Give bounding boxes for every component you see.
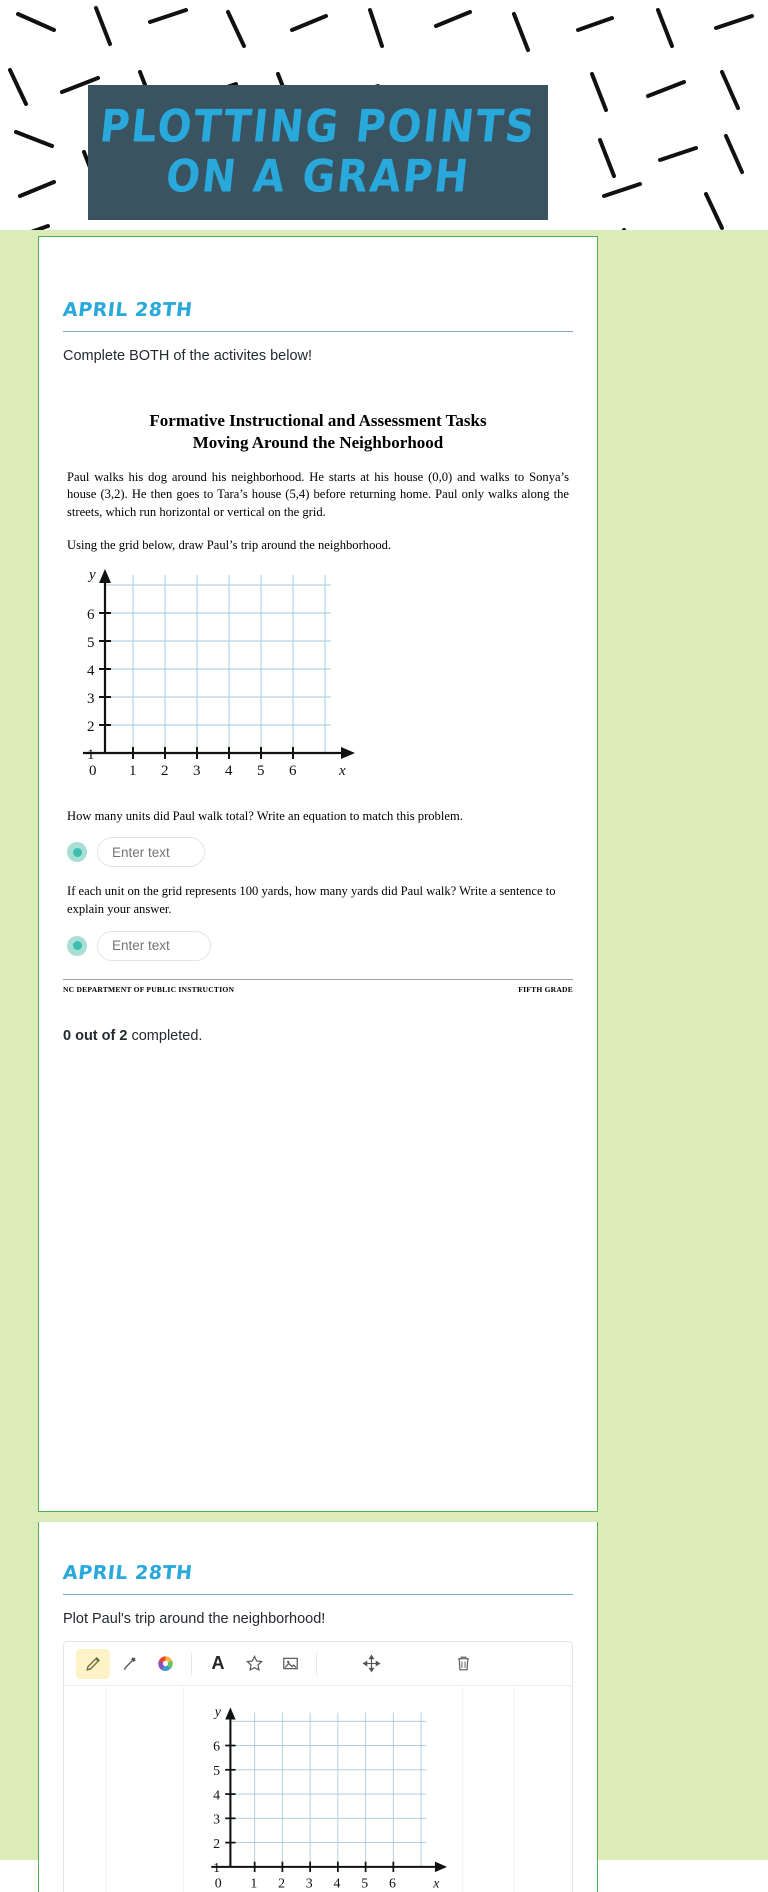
section1-instruction: Complete BOTH of the activites below! (63, 348, 313, 364)
drawing-canvas-box (63, 1641, 573, 1892)
answer-dot-icon-1 (67, 842, 87, 862)
canvas-y-tick-1: 1 (213, 1860, 221, 1876)
paintbrush-icon (120, 1654, 139, 1673)
worksheet-footer-divider (63, 979, 573, 980)
star-icon (245, 1654, 264, 1673)
answer-dot-icon-2 (67, 936, 87, 956)
answer-row-1 (39, 837, 597, 867)
toolbar-separator-2 (316, 1653, 317, 1675)
y-tick-3: 3 (87, 690, 95, 707)
color-picker-tool-button[interactable] (148, 1649, 182, 1679)
move-arrows-icon (362, 1654, 381, 1673)
canvas-x-tick-5: 5 (361, 1875, 369, 1891)
coordinate-grid-static (63, 567, 573, 792)
canvas-y-axis-label: y (214, 1704, 221, 1720)
x-tick-1: 1 (129, 762, 137, 779)
completion-status (63, 1028, 573, 1044)
worksheet-paragraph: Paul walks his dog around his neighborhood. He starts at his house (0,0) and walks to Sonya’s house (3,2). He then goes to Tara’s house (5,4) before returning home. Paul only walks along the streets, which run horizontal or vertical on the grid. (67, 469, 569, 519)
canvas-x-tick-3: 3 (305, 1875, 313, 1891)
toolbar-separator-1 (191, 1653, 192, 1675)
x-tick-4: 4 (225, 762, 233, 779)
section2-divider (63, 1594, 573, 1595)
activity-card-1 (38, 236, 598, 1512)
worksheet-title-line-1: Formative Instructional and Assessment Tasks (149, 411, 487, 430)
x-tick-2: 2 (161, 762, 169, 779)
canvas-x-tick-1: 1 (250, 1875, 258, 1891)
x-axis-label: x (339, 762, 346, 779)
answer-input-2[interactable] (97, 931, 211, 961)
shape-tool-button[interactable] (237, 1649, 271, 1679)
section1-date-heading: APRIL 28TH (61, 299, 194, 321)
canvas-y-tick-5: 5 (213, 1763, 221, 1778)
pencil-tool-button[interactable] (76, 1649, 110, 1679)
canvas-x-tick-2: 2 (278, 1875, 286, 1891)
y-tick-2: 2 (87, 718, 95, 735)
canvas-origin-0: 0 (214, 1875, 222, 1891)
section1-divider (63, 331, 573, 332)
y-tick-5: 5 (87, 634, 95, 651)
answer-row-2 (39, 931, 597, 961)
worksheet-question-1: How many units did Paul walk total? Write an equation to match this problem. (67, 808, 463, 823)
worksheet-prompt: Using the grid below, draw Paul’s trip around the neighborhood. (67, 538, 392, 552)
canvas-x-tick-4: 4 (333, 1875, 341, 1891)
completion-count: 0 out of 2 (63, 1027, 128, 1044)
pencil-icon (84, 1654, 103, 1673)
section2-instruction: Plot Paul's trip around the neighborhood! (63, 1611, 326, 1627)
activity-card-2 (38, 1522, 598, 1892)
coordinate-grid-svg (63, 567, 363, 787)
origin-tick-0: 0 (89, 762, 97, 779)
image-icon (281, 1654, 300, 1673)
y-tick-4: 4 (87, 662, 95, 679)
canvas-y-tick-3: 3 (213, 1811, 221, 1827)
canvas-y-tick-2: 2 (213, 1835, 221, 1851)
delete-tool-button[interactable] (446, 1649, 480, 1679)
x-tick-3: 3 (193, 762, 201, 779)
image-tool-button[interactable] (273, 1649, 307, 1679)
move-tool-button[interactable] (354, 1649, 388, 1679)
canvas-x-axis-label: x (433, 1875, 440, 1891)
worksheet-footer-left: NC DEPARTMENT OF PUBLIC INSTRUCTION (63, 984, 235, 994)
text-tool-button[interactable] (201, 1649, 235, 1679)
worksheet-footer-right: FIFTH GRADE (518, 984, 573, 994)
title-line-1: PLOTTING POINTS (97, 101, 539, 153)
canvas-x-tick-6: 6 (389, 1875, 396, 1891)
section2-date-heading: APRIL 28TH (61, 1562, 194, 1584)
drawing-toolbar (64, 1642, 572, 1686)
answer-input-1[interactable] (97, 837, 205, 867)
y-tick-1: 1 (87, 746, 95, 763)
brush-tool-button[interactable] (112, 1649, 146, 1679)
text-a-icon: A (211, 1653, 225, 1673)
coordinate-grid-drawable[interactable] (194, 1692, 454, 1892)
canvas-y-tick-6: 6 (213, 1738, 221, 1754)
worksheet-question-2: If each unit on the grid represents 100 yards, how many yards did Paul walk? Write a sentence to explain your answer. (67, 884, 556, 916)
completion-suffix: completed. (127, 1027, 203, 1044)
x-tick-5: 5 (257, 762, 265, 779)
worksheet-title-line-2: Moving Around the Neighborhood (192, 433, 444, 453)
drawing-canvas-area[interactable] (64, 1686, 572, 1892)
title-banner (88, 85, 548, 220)
canvas-y-tick-4: 4 (213, 1787, 221, 1803)
x-tick-6: 6 (289, 762, 297, 779)
color-wheel-icon (156, 1654, 175, 1673)
title-line-2: ON A GRAPH (163, 150, 473, 203)
y-axis-label: y (89, 566, 96, 583)
y-tick-6: 6 (87, 606, 95, 623)
trash-icon (454, 1654, 473, 1673)
